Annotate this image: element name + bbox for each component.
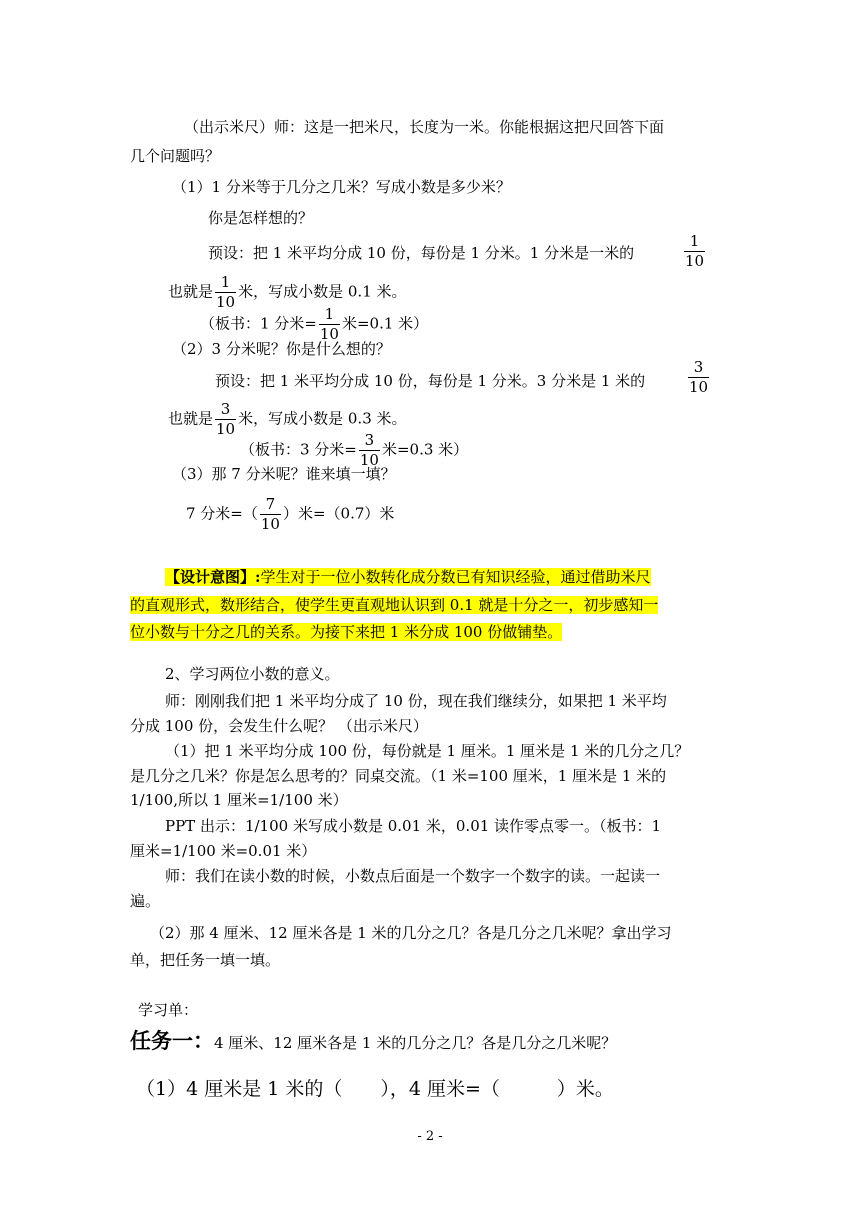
fraction-numerator: 3: [215, 400, 236, 420]
q3-fill-a: 7 分米=（: [186, 504, 258, 523]
q2-preset-b1: 也就是: [168, 409, 214, 428]
part2-p3-line2: 厘米=1/100 米=0.01 米）: [130, 842, 317, 860]
part2-p3-line1: PPT 出示：1/100 米写成小数是 0.01 米，0.01 读作零点零一。（板书：1: [165, 817, 662, 835]
intro-line-1: （出示米尺）师：这是一把米尺，长度为一米。你能根据这把尺回答下面: [184, 118, 665, 136]
q1-preset-b1: 也就是: [168, 282, 214, 301]
part2-p4-line1: 师：我们在读小数的时候，小数点后面是一个数字一个数字的读。一起读一: [165, 867, 661, 885]
task-text: 4 厘米、12 厘米各是 1 米的几分之几？各是几分之几米呢？: [214, 1034, 617, 1052]
part2-p2-line1: （1）把 1 米平均分成 100 份，每份就是 1 厘米。1 厘米是 1 米的几分之几？: [165, 742, 690, 760]
design-line-3: [130, 622, 562, 642]
q1-preset-b2: 米，写成小数是 0.1 米。: [238, 282, 407, 301]
part2-p2-line2: 是几分之几米？你是怎么思考的？同桌交流。（1 米=100 厘米，1 厘米是 1 米的: [130, 767, 667, 785]
q2-preset-line-a: [215, 371, 645, 391]
q2-board-b: 米=0.3 米）: [381, 440, 469, 459]
q1-board-b: 米=0.1 米）: [341, 314, 429, 333]
fraction-numerator: 1: [319, 305, 340, 325]
q2-title: （2）3 分米呢？你是什么想的？: [172, 340, 391, 358]
fraction-numerator: 1: [684, 232, 705, 252]
intro-line-2: 几个问题吗？: [130, 147, 221, 165]
part2-heading: 2、学习两位小数的意义。: [165, 665, 340, 683]
fraction-denominator: 10: [319, 325, 339, 343]
design-text-2: 的直观形式，数形结合，使学生更直观地认识到 0.1 就是十分之一，初步感知一: [130, 596, 659, 614]
fraction-numerator: 3: [359, 431, 380, 451]
task-one: [130, 1027, 616, 1057]
q2-preset-b2: 米，写成小数是 0.3 米。: [238, 409, 407, 428]
page-number: - 2 -: [417, 1129, 443, 1144]
part2-p5-line2: 单，把任务一填一填。: [130, 951, 281, 969]
part2-p4-line2: 遍。: [130, 892, 161, 910]
fraction-denominator: 10: [216, 293, 236, 311]
fraction-numerator: 3: [688, 358, 709, 378]
fraction-denominator: 10: [216, 420, 236, 438]
q1-fraction-top: [684, 232, 705, 271]
part2-p1-line1: 师：刚刚我们把 1 米平均分成了 10 份，现在我们继续分，如果把 1 米平均: [165, 692, 667, 710]
q2-fraction-mid: [215, 400, 236, 439]
design-text-3: 位小数与十分之几的关系。为接下来把 1 米分成 100 份做铺垫。: [130, 623, 563, 641]
q3-fraction: [260, 495, 281, 534]
q1-preset-text: 预设：把 1 米平均分成 10 份，每份是 1 分米。1 分米是一米的: [208, 244, 635, 262]
q2-fraction-top: [688, 358, 709, 397]
fraction-denominator: 10: [359, 451, 379, 469]
worksheet-label: 学习单：: [138, 1001, 199, 1019]
part2-p2-line3: 1/100,所以 1 厘米=1/100 米）: [130, 791, 348, 809]
q3-title: （3）那 7 分米呢？谁来填一填？: [172, 465, 396, 483]
worksheet-item-1: （1）4 厘米是 1 米的（ ），4 厘米=（ ）米。: [136, 1078, 614, 1100]
q1-board-a: （板书：1 分米=: [200, 314, 317, 333]
q3-fill: [186, 495, 394, 534]
q3-fill-b: ）米=（0.7）米: [282, 504, 395, 523]
design-text-1: 学生对于一位小数转化成分数已有知识经验，通过借助米尺: [260, 568, 651, 586]
q1-title: （1）1 分米等于几分之几米？写成小数是多少米？: [172, 178, 511, 196]
fraction-denominator: 10: [685, 252, 705, 270]
design-line-1: [165, 567, 651, 587]
fraction-denominator: 10: [689, 378, 709, 396]
fraction-numerator: 1: [215, 273, 236, 293]
design-label: 【设计意图】:: [165, 568, 261, 586]
part2-p1-line2: 分成 100 份，会发生什么呢？ （出示米尺）: [130, 717, 428, 735]
fraction-numerator: 7: [260, 495, 281, 515]
design-line-2: [130, 595, 658, 615]
part2-p5-line1: （2）那 4 厘米、12 厘米各是 1 米的几分之几？各是几分之几米呢？拿出学习: [150, 924, 672, 942]
q2-board-a: （板书：3 分米=: [240, 440, 357, 459]
q1-preset-line-a: [208, 243, 634, 263]
task-title: 任务一：: [130, 1028, 214, 1053]
fraction-denominator: 10: [260, 515, 280, 533]
q2-preset-text: 预设：把 1 米平均分成 10 份，每份是 1 分米。3 分米是 1 米的: [215, 372, 646, 390]
q1-think: 你是怎样想的？: [208, 209, 314, 227]
